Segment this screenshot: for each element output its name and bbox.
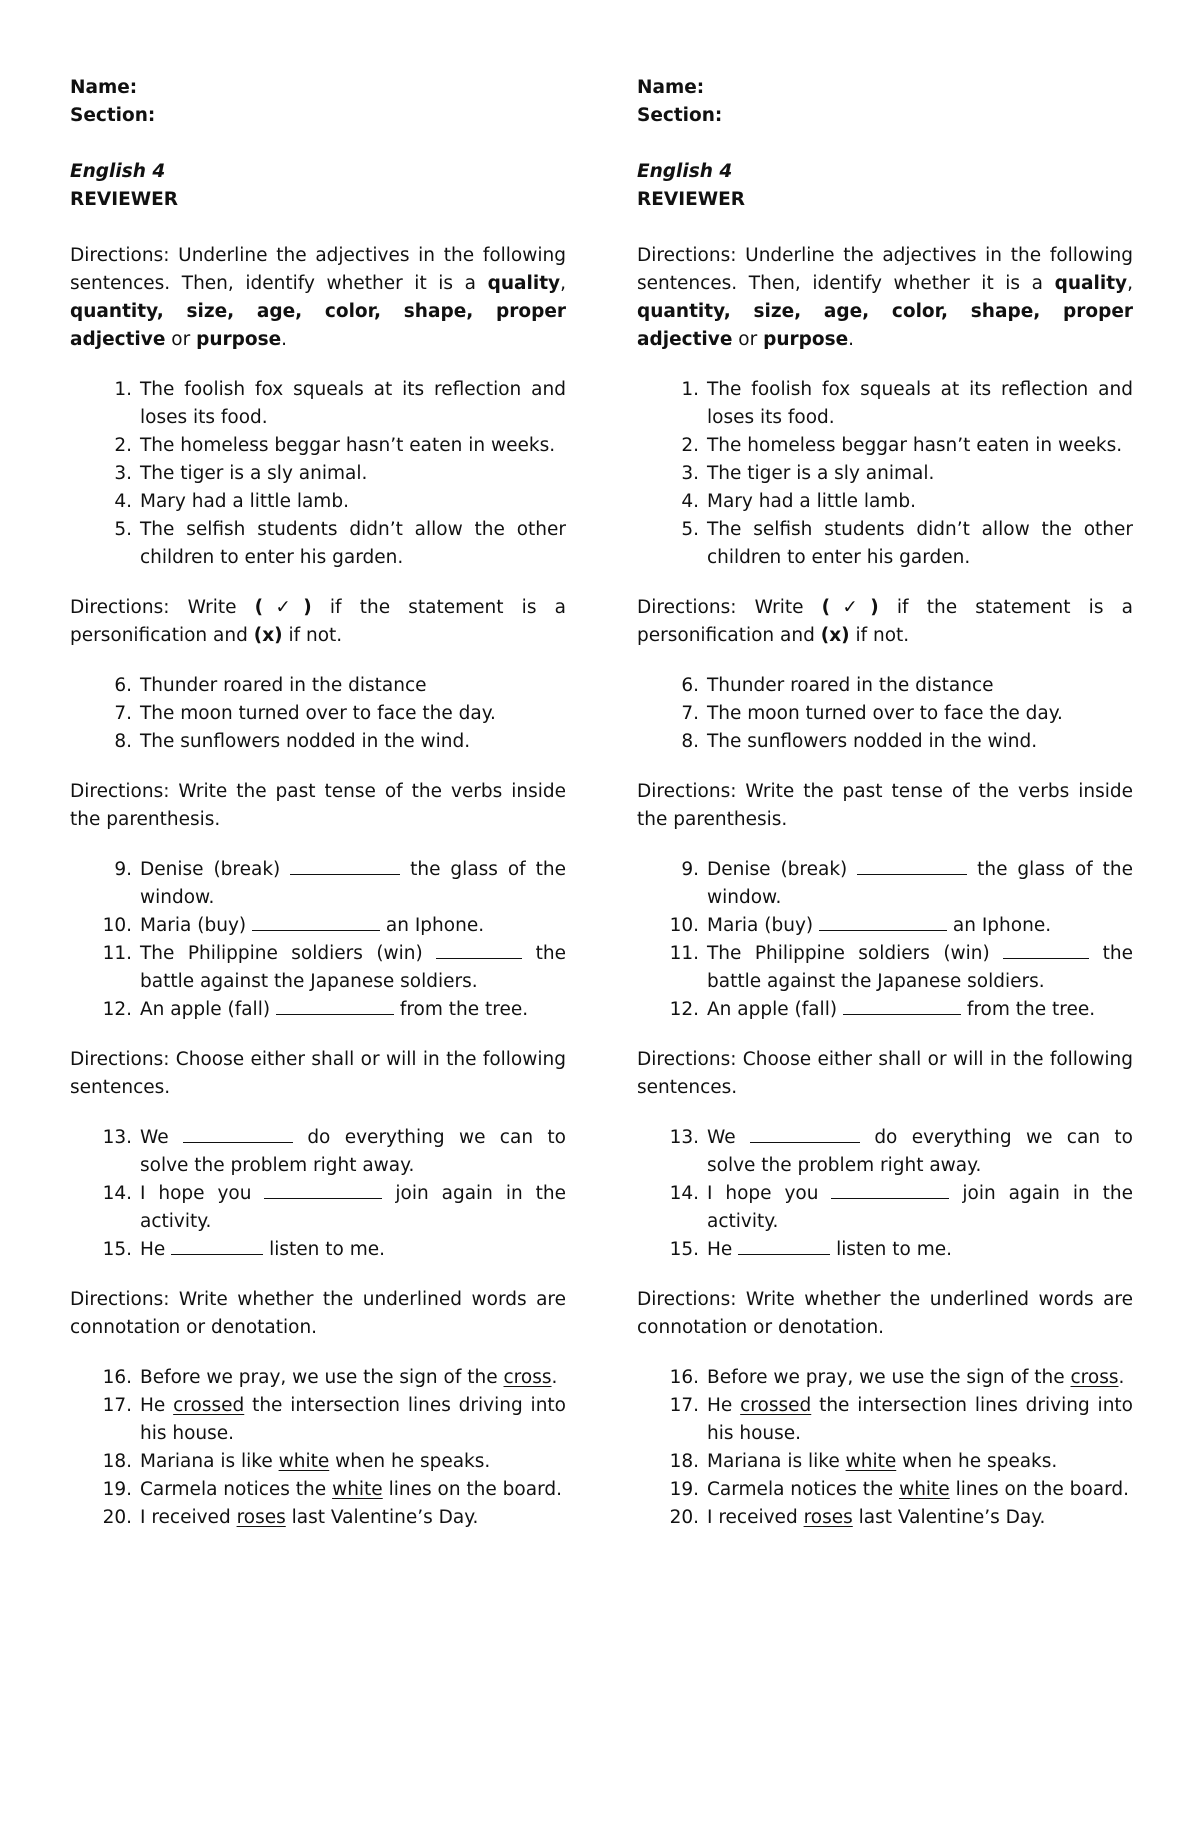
list-item: 17. He crossed the intersection lines driving into his house. [669, 1395, 1133, 1444]
connotation-items [637, 1364, 1133, 1532]
adjective-items [70, 376, 566, 572]
answer-blank[interactable] [252, 912, 380, 931]
underlined-word: roses [803, 1507, 853, 1528]
list-item: 19. Carmela notices the white lines on the board. [102, 1479, 562, 1500]
answer-blank[interactable] [264, 1180, 382, 1199]
list-item: 15. He listen to me. [637, 1236, 1133, 1264]
list-item: 10. Maria (buy) an Iphone. [70, 912, 566, 940]
directions-adjectives: Directions: Underline the adjectives in the following sentences. Then, identify whether it is a quality, quantity, size, age, color, shape, proper adjective or purpose. [70, 245, 566, 350]
list-item: 2. The homeless beggar hasn’t eaten in weeks. [114, 435, 556, 456]
directions-past-tense: Directions: Write the past tense of the verbs inside the parenthesis. [70, 781, 566, 830]
underlined-word: cross [1070, 1367, 1119, 1388]
underlined-word: cross [503, 1367, 552, 1388]
list-item: 5. The selfish students didn’t allow the other children to enter his garden. [681, 519, 1133, 568]
list-item: 18. Mariana is like white when he speaks. [669, 1451, 1058, 1472]
list-item: 17. He crossed the intersection lines driving into his house. [102, 1395, 566, 1444]
section-label: Section: [637, 105, 723, 126]
past-tense-items [637, 856, 1133, 1024]
answer-blank[interactable] [290, 856, 400, 875]
directions-personification: Directions: Write (✓) if the statement is a personification and (x) if not. [70, 597, 566, 646]
list-item: 9. Denise (break) the glass of the window. [70, 856, 566, 912]
list-item: 13. We do everything we can to solve the problem right away. [637, 1124, 1133, 1180]
directions-personification: Directions: Write (✓) if the statement is a personification and (x) if not. [637, 597, 1133, 646]
list-item: 4. Mary had a little lamb. [114, 491, 349, 512]
list-item: 6. Thunder roared in the distance [114, 675, 427, 696]
list-item: 7. The moon turned over to face the day. [681, 703, 1063, 724]
list-item: 3. The tiger is a sly animal. [681, 463, 935, 484]
list-item: 20. I received roses last Valentine’s Day. [669, 1507, 1046, 1528]
directions-shall-will: Directions: Choose either shall or will in the following sentences. [70, 1049, 566, 1098]
subject-title: English 4 [70, 161, 166, 182]
underlined-word: white [845, 1451, 897, 1472]
document-title: REVIEWER [637, 189, 746, 210]
underlined-word: roses [236, 1507, 286, 1528]
shall-will-items [637, 1124, 1133, 1264]
directions-shall-will: Directions: Choose either shall or will in the following sentences. [637, 1049, 1133, 1098]
directions-adjectives: Directions: Underline the adjectives in the following sentences. Then, identify whether it is a quality, quantity, size, age, color, shape, proper adjective or purpose. [637, 245, 1133, 350]
directions-connotation: Directions: Write whether the underlined words are connotation or denotation. [70, 1289, 566, 1338]
underlined-word: white [278, 1451, 330, 1472]
list-item: 8. The sunflowers nodded in the wind. [114, 731, 471, 752]
answer-blank[interactable] [436, 940, 522, 959]
answer-blank[interactable] [831, 1180, 949, 1199]
directions-past-tense: Directions: Write the past tense of the verbs inside the parenthesis. [637, 781, 1133, 830]
list-item: 16. Before we pray, we use the sign of the cross. [669, 1367, 1125, 1388]
section-label: Section: [70, 105, 156, 126]
underlined-word: white [899, 1479, 950, 1500]
list-item: 14. I hope you join again in the activity. [70, 1180, 566, 1236]
list-item: 7. The moon turned over to face the day. [114, 703, 496, 724]
list-item: 20. I received roses last Valentine’s Day. [102, 1507, 479, 1528]
answer-blank[interactable] [276, 996, 394, 1015]
list-item: 1. The foolish fox squeals at its reflection and loses its food. [114, 379, 566, 428]
subject-title: English 4 [637, 161, 733, 182]
list-item: 13. We do everything we can to solve the problem right away. [70, 1124, 566, 1180]
directions-connotation: Directions: Write whether the underlined words are connotation or denotation. [637, 1289, 1133, 1338]
list-item: 14. I hope you join again in the activity. [637, 1180, 1133, 1236]
list-item: 1. The foolish fox squeals at its reflection and loses its food. [681, 379, 1133, 428]
underlined-word: crossed [740, 1395, 812, 1416]
answer-blank[interactable] [857, 856, 967, 875]
name-label: Name: [70, 77, 138, 98]
personification-items [637, 672, 1133, 756]
answer-blank[interactable] [183, 1124, 293, 1143]
list-item: 10. Maria (buy) an Iphone. [637, 912, 1133, 940]
list-item: 5. The selfish students didn’t allow the other children to enter his garden. [114, 519, 566, 568]
reviewer-column-right [637, 74, 1133, 1554]
list-item: 12. An apple (fall) from the tree. [637, 996, 1133, 1024]
underlined-word: crossed [173, 1395, 245, 1416]
list-item: 9. Denise (break) the glass of the window. [637, 856, 1133, 912]
personification-items [70, 672, 566, 756]
answer-blank[interactable] [819, 912, 947, 931]
connotation-items [70, 1364, 566, 1532]
list-item: 11. The Philippine soldiers (win) the battle against the Japanese soldiers. [637, 940, 1133, 996]
list-item: 11. The Philippine soldiers (win) the battle against the Japanese soldiers. [70, 940, 566, 996]
list-item: 12. An apple (fall) from the tree. [70, 996, 566, 1024]
list-item: 19. Carmela notices the white lines on the board. [669, 1479, 1129, 1500]
list-item: 8. The sunflowers nodded in the wind. [681, 731, 1038, 752]
reviewer-column-left [70, 74, 566, 1554]
list-item: 6. Thunder roared in the distance [681, 675, 994, 696]
answer-blank[interactable] [843, 996, 961, 1015]
document-title: REVIEWER [70, 189, 179, 210]
list-item: 18. Mariana is like white when he speaks. [102, 1451, 491, 1472]
underlined-word: white [332, 1479, 383, 1500]
answer-blank[interactable] [738, 1236, 830, 1255]
answer-blank[interactable] [171, 1236, 263, 1255]
shall-will-items [70, 1124, 566, 1264]
answer-blank[interactable] [750, 1124, 860, 1143]
list-item: 2. The homeless beggar hasn’t eaten in weeks. [681, 435, 1123, 456]
adjective-items [637, 376, 1133, 572]
list-item: 4. Mary had a little lamb. [681, 491, 916, 512]
list-item: 15. He listen to me. [70, 1236, 566, 1264]
past-tense-items [70, 856, 566, 1024]
list-item: 3. The tiger is a sly animal. [114, 463, 368, 484]
name-label: Name: [637, 77, 705, 98]
answer-blank[interactable] [1003, 940, 1089, 959]
list-item: 16. Before we pray, we use the sign of the cross. [102, 1367, 558, 1388]
